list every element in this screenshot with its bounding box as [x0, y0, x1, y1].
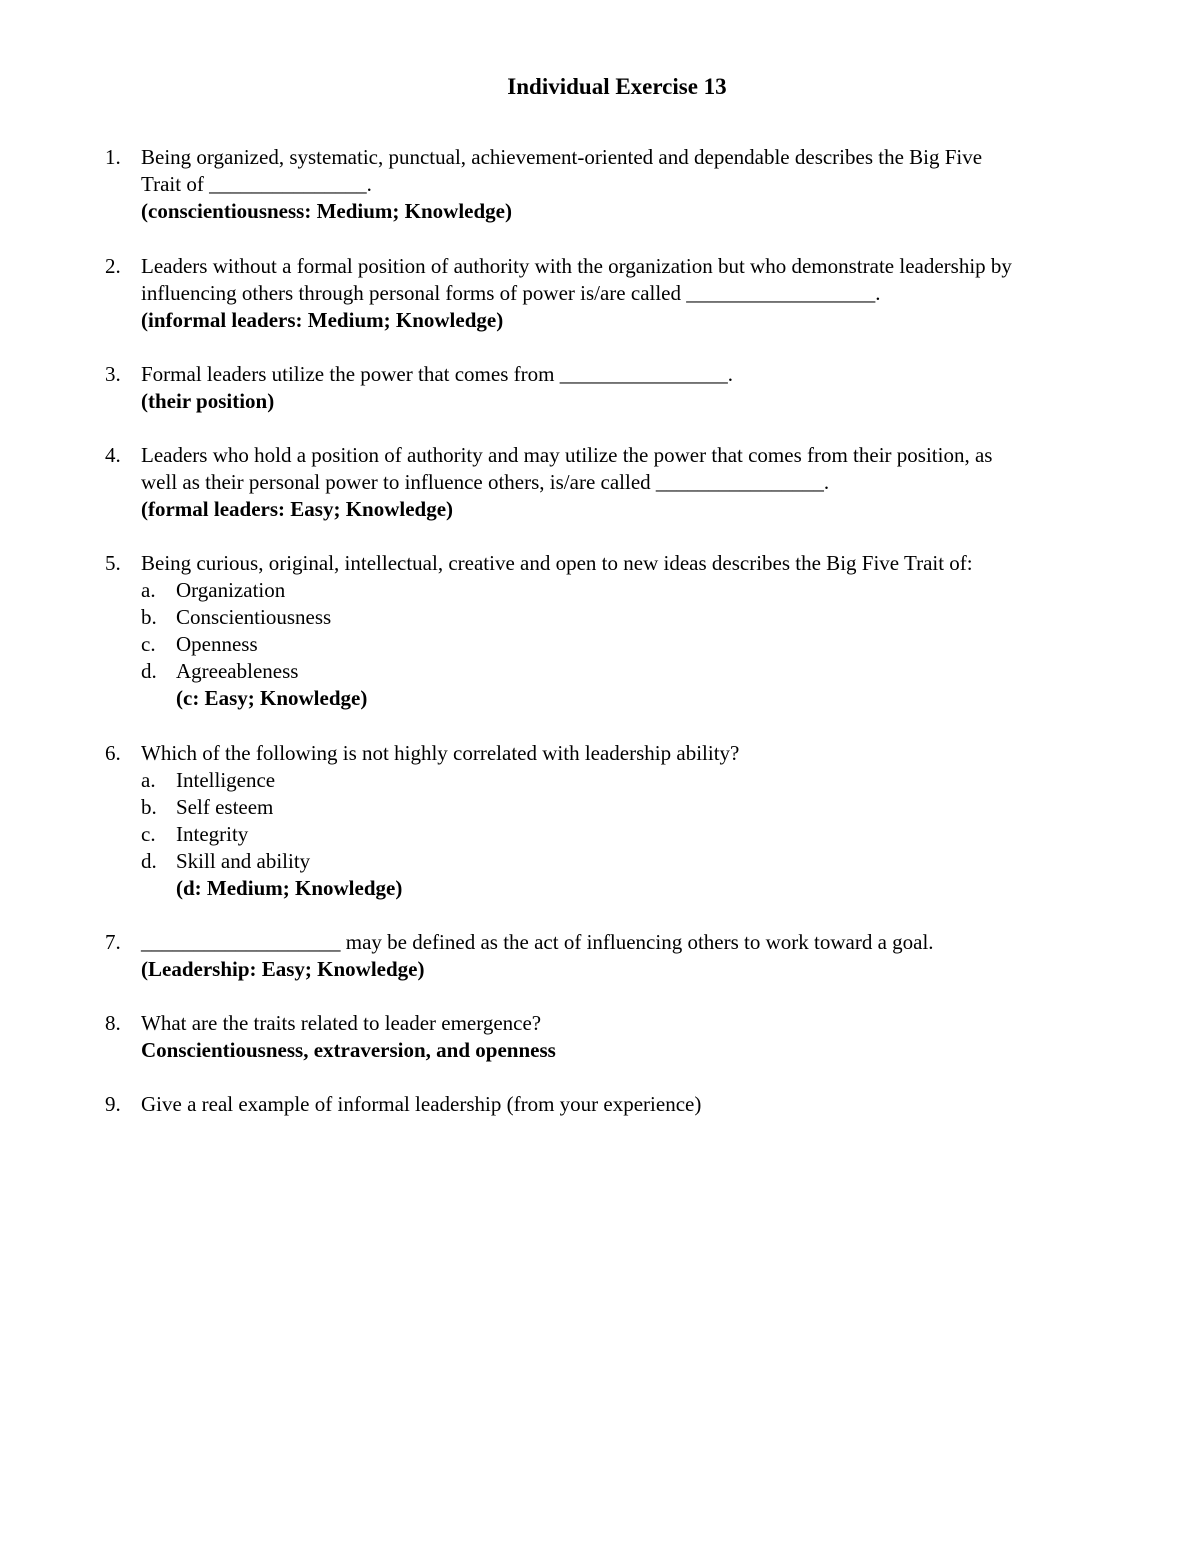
option-item: [141, 631, 1125, 658]
question-number: 1.: [105, 145, 121, 169]
option-letter: a.: [141, 578, 156, 602]
option-letter: c.: [141, 822, 156, 846]
question-text-line: Formal leaders utilize the power that comes from ________________.: [141, 362, 733, 386]
answer-key: (conscientiousness: Medium; Knowledge): [141, 199, 512, 223]
question-text-line: What are the traits related to leader emergence?: [141, 1011, 542, 1035]
question-number: 6.: [105, 741, 121, 765]
question-number: 2.: [105, 254, 121, 278]
question-text-line: Being curious, original, intellectual, creative and open to new ideas describes the Big Five Trait of:: [141, 551, 973, 575]
option-text: Self esteem: [176, 795, 274, 819]
question-4: [105, 442, 1125, 523]
question-1: [105, 144, 1125, 225]
option-list: [141, 577, 1125, 712]
answer-key: (Leadership: Easy; Knowledge): [141, 957, 425, 981]
option-text: Organization: [176, 578, 286, 602]
option-item: [141, 848, 1125, 875]
question-3: [105, 361, 1125, 415]
question-8: [105, 1010, 1125, 1064]
option-item: [141, 577, 1125, 604]
option-text: Conscientiousness: [176, 605, 332, 629]
option-letter: d.: [141, 659, 157, 683]
question-text-line: Leaders without a formal position of authority with the organization but who demonstrate leadership by: [141, 254, 1012, 278]
question-text-line: Leaders who hold a position of authority and may utilize the power that comes from their position, as: [141, 443, 993, 467]
answer-key: (their position): [141, 389, 275, 413]
question-9: [105, 1091, 1125, 1118]
option-letter: a.: [141, 768, 156, 792]
question-7: [105, 929, 1125, 983]
option-item: [141, 821, 1125, 848]
question-2: [105, 253, 1125, 334]
question-number: 4.: [105, 443, 121, 467]
option-text: Skill and ability: [176, 849, 311, 873]
question-text-line: well as their personal power to influence others, is/are called ________________.: [141, 470, 830, 494]
option-letter: b.: [141, 795, 157, 819]
question-text-line: Give a real example of informal leadership (from your experience): [141, 1092, 702, 1116]
option-item: [141, 767, 1125, 794]
option-letter: b.: [141, 605, 157, 629]
question-number: 3.: [105, 362, 121, 386]
question-number: 5.: [105, 551, 121, 575]
question-number: 8.: [105, 1011, 121, 1035]
option-letter: c.: [141, 632, 156, 656]
option-item: [141, 604, 1125, 631]
page-title: Individual Exercise 13: [507, 74, 727, 99]
option-text: Agreeableness: [176, 659, 299, 683]
question-text-line: Trait of _______________.: [141, 172, 372, 196]
answer-key: (c: Easy; Knowledge): [176, 686, 368, 710]
answer-key: (formal leaders: Easy; Knowledge): [141, 497, 454, 521]
option-letter: d.: [141, 849, 157, 873]
question-number: 9.: [105, 1092, 121, 1116]
question-text-line: influencing others through personal forms of power is/are called __________________.: [141, 281, 881, 305]
question-5: [105, 550, 1125, 712]
option-item: [141, 794, 1125, 821]
answer-key: Conscientiousness, extraversion, and openness: [141, 1038, 556, 1062]
question-text-line: Which of the following is not highly correlated with leadership ability?: [141, 741, 740, 765]
question-6: [105, 740, 1125, 902]
question-number: 7.: [105, 930, 121, 954]
option-item: [141, 658, 1125, 685]
option-text: Openness: [176, 632, 258, 656]
option-text: Integrity: [176, 822, 249, 846]
option-text: Intelligence: [176, 768, 276, 792]
option-list: [141, 767, 1125, 902]
question-text-line: Being organized, systematic, punctual, achievement-oriented and dependable describes the Big Five: [141, 145, 983, 169]
answer-key: (d: Medium; Knowledge): [176, 876, 403, 900]
question-text-line: ___________________ may be defined as the act of influencing others to work toward a goal.: [141, 930, 934, 954]
answer-key: (informal leaders: Medium; Knowledge): [141, 308, 504, 332]
